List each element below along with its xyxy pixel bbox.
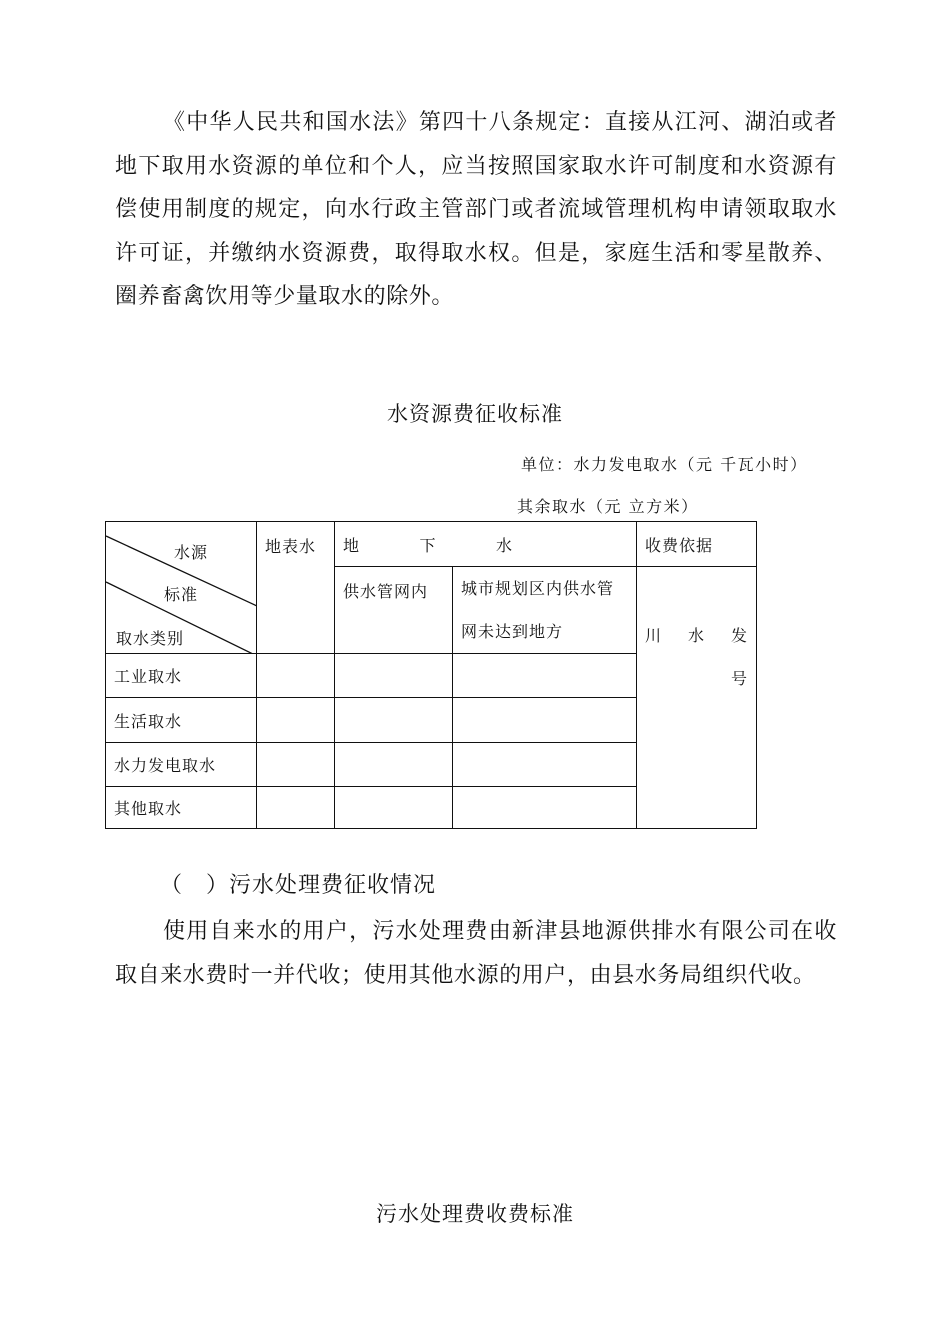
basis-char-1: 川: [645, 626, 663, 645]
cell-domestic-outside: [453, 698, 637, 743]
corner-header-cell: [106, 522, 257, 654]
corner-label-standard: 标准: [164, 585, 199, 604]
header-fee-basis: 收费依据: [637, 522, 757, 567]
header-surface-water: 地表水: [257, 522, 335, 654]
table1-title: 水资源费征收标准: [387, 402, 563, 426]
paragraph-water-law: 《中华人民共和国水法》第四十八条规定：直接从江河、湖泊或者地下取用水资源的单位和个人，应当按照国家取水许可制度和水资源有偿使用制度的规定，向水行政主管部门或者流域管理机构申请领取取水许可证，并缴纳水资源费，取得取水权。但是，家庭生活和零星散养、圈养畜禽饮用等少量取水的除外。: [115, 110, 837, 309]
section-heading-sewage: （ ）污水处理费征收情况: [160, 873, 437, 898]
row-label-domestic: 生活取水: [106, 698, 257, 743]
cell-domestic-surface: [257, 698, 335, 743]
cell-other-surface: [257, 787, 335, 829]
fee-basis-text: [645, 623, 748, 646]
unit-line-other: 其余取水（元 立方米）: [517, 497, 699, 516]
row-label-hydropower: 水力发电取水: [106, 743, 257, 787]
basis-char-last: 号: [730, 669, 748, 688]
cell-industrial-outside: [453, 654, 637, 698]
cell-industrial-in-network: [335, 654, 453, 698]
basis-char-3: 发: [730, 626, 748, 645]
paragraph-sewage-collection: 使用自来水的用户，污水处理费由新津县地源供排水有限公司在收取自来水费时一并代收；使用其他水源的用户，由县水务局组织代收。: [115, 919, 837, 988]
cell-hydropower-surface: [257, 743, 335, 787]
row-label-other: 其他取水: [106, 787, 257, 829]
header-outside-network: 城市规划区内供水管网未达到地方: [453, 567, 637, 654]
corner-label-source: 水源: [174, 543, 209, 562]
cell-hydropower-outside: [453, 743, 637, 787]
ground-char-2: 下: [419, 535, 437, 555]
cell-industrial-surface: [257, 654, 335, 698]
header-in-network: 供水管网内: [335, 567, 453, 654]
corner-label-category: 取水类别: [116, 629, 185, 648]
cell-other-outside: [453, 787, 637, 829]
cell-other-in-network: [335, 787, 453, 829]
header-ground-water: [335, 522, 637, 567]
ground-char-3: 水: [495, 535, 513, 555]
row-label-industrial: 工业取水: [106, 654, 257, 698]
cell-hydropower-in-network: [335, 743, 453, 787]
water-fee-table: [105, 521, 757, 829]
cell-domestic-in-network: [335, 698, 453, 743]
table2-title: 污水处理费收费标准: [376, 1202, 574, 1226]
ground-char-1: 地: [343, 535, 361, 555]
fee-basis-cell: [637, 567, 757, 829]
unit-line-hydro: 单位：水力发电取水（元 千瓦小时）: [521, 455, 808, 474]
basis-char-2: 水: [687, 626, 705, 645]
